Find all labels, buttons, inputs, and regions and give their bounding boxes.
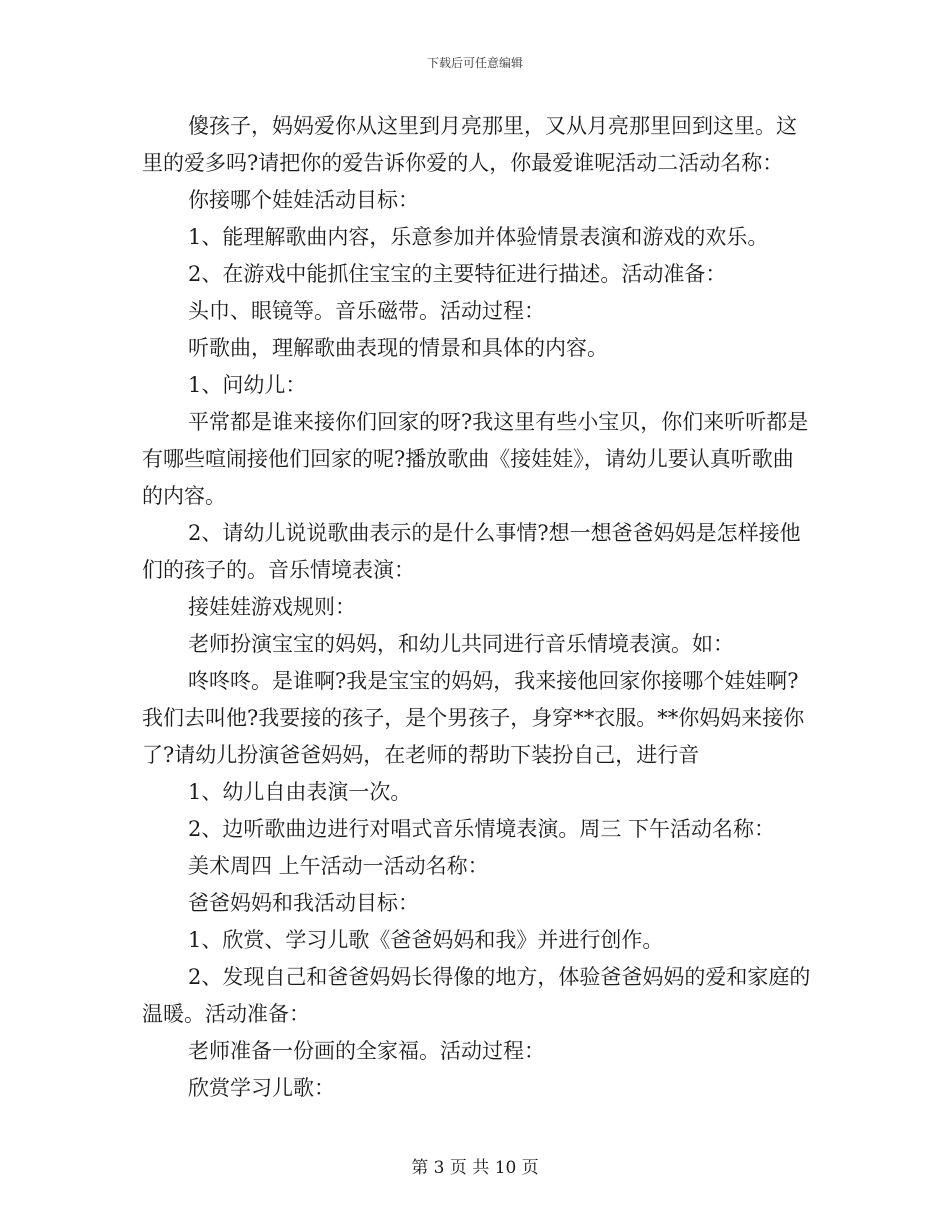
paragraph: 2、发现自己和爸爸妈妈长得像的地方，体验爸爸妈妈的爱和家庭的温暖。活动准备： bbox=[142, 965, 811, 1026]
paragraph: 2、请幼儿说说歌曲表示的是什么事情?想一想爸爸妈妈是怎样接他们的孩子的。音乐情境表演： bbox=[142, 521, 801, 582]
page-header: 下载后可任意编辑 bbox=[426, 56, 523, 70]
paragraph: 2、在游戏中能抓住宝宝的主要特征进行描述。活动准备： bbox=[188, 262, 727, 286]
paragraph: 1、问幼儿： bbox=[188, 373, 307, 397]
page-footer: 第 3 页 共 10 页 bbox=[411, 1158, 539, 1178]
paragraph: 平常都是谁来接你们回家的呀?我这里有些小宝贝，你们来听听都是有哪些喧闹接他们回家的呢?播放歌曲《接娃娃》，请幼儿要认真听歌曲的内容。 bbox=[142, 410, 809, 508]
paragraph: 傻孩子，妈妈爱你从这里到月亮那里，又从月亮那里回到这里。这里的爱多吗?请把你的爱告诉你爱的人，你最爱谁呢活动二活动名称： bbox=[142, 114, 797, 175]
paragraph: 1、欣赏、学习儿歌《爸爸妈妈和我》并进行创作。 bbox=[188, 928, 664, 952]
paragraph: 老师准备一份画的全家福。活动过程： bbox=[188, 1039, 545, 1063]
paragraph: 听歌曲，理解歌曲表现的情景和具体的内容。 bbox=[188, 336, 608, 360]
paragraph: 美术周四 上午活动一活动名称： bbox=[188, 854, 489, 878]
paragraph: 1、能理解歌曲内容，乐意参加并体验情景表演和游戏的欢乐。 bbox=[188, 225, 769, 249]
paragraph: 2、边听歌曲边进行对唱式音乐情境表演。周三 下午活动名称： bbox=[188, 817, 776, 841]
paragraph: 咚咚咚。是谁啊?我是宝宝的妈妈，我来接他回家你接哪个娃娃啊?我们去叫他?我要接的孩子，是个男孩子，身穿**衣服。**你妈妈来接你了?请幼儿扮演爸爸妈妈，在老师的帮助下装扮自己，进行音 bbox=[142, 669, 805, 767]
document-body bbox=[142, 108, 814, 1107]
paragraph: 1、幼儿自由表演一次。 bbox=[188, 780, 412, 804]
paragraph: 爸爸妈妈和我活动目标： bbox=[188, 891, 419, 915]
paragraph: 头巾、眼镜等。音乐磁带。活动过程： bbox=[188, 299, 545, 323]
paragraph: 你接哪个娃娃活动目标： bbox=[188, 188, 419, 212]
paragraph: 欣赏学习儿歌： bbox=[188, 1076, 335, 1100]
paragraph: 老师扮演宝宝的妈妈，和幼儿共同进行音乐情境表演。如： bbox=[188, 632, 734, 656]
paragraph: 接娃娃游戏规则： bbox=[188, 595, 356, 619]
